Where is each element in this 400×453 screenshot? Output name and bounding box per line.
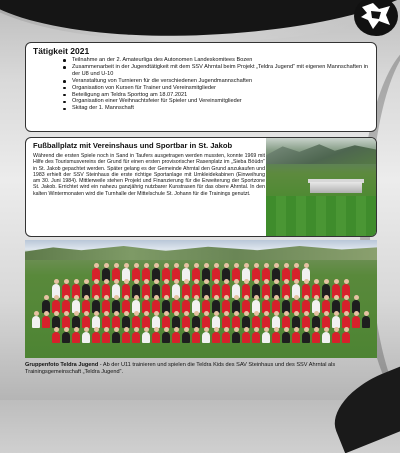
photo-caption <box>25 362 377 376</box>
team-row-lower <box>25 316 377 328</box>
player-figure <box>122 332 130 343</box>
caption-text: - Ab der U11 trainieren und spielen die Teldra Kids des SAV Steinhaus und des SSV Ahrntal als Trainingsgemeinschaft „Teldra Jugend“. <box>25 362 336 375</box>
player-figure <box>342 332 350 343</box>
player-figure <box>42 316 50 328</box>
player-figure <box>162 332 170 343</box>
player-figure <box>282 332 290 343</box>
mountain-shape <box>266 142 377 164</box>
activity-title: Tätigkeit 2021 <box>33 46 90 56</box>
player-figure <box>292 332 300 343</box>
player-figure <box>362 316 370 328</box>
player-figure <box>352 316 360 328</box>
player-figure <box>52 332 60 343</box>
list-item: Organisation von Kursen für Trainer und Vereinsmitglieder <box>72 85 372 92</box>
caption-title: Gruppenfoto Teldra Jugend <box>25 362 99 368</box>
sportplatz-title: Fußballplatz mit Vereinshaus und Sportbar in St. Jakob <box>33 141 233 150</box>
player-figure <box>272 332 280 343</box>
player-figure <box>172 332 180 343</box>
player-figure <box>92 332 100 343</box>
player-figure <box>222 332 230 343</box>
player-figure <box>72 332 80 343</box>
team-row-front <box>25 332 377 343</box>
pitch <box>266 196 377 236</box>
list-item: Teilnahme an der 2. Amateurliga des Autonomen Landeskomitees Bozen <box>72 57 372 64</box>
list-item: Zusammenarbeit in der Jugendtätigkeit mit dem SSV Ahrntal beim Projekt „Teldra Jugend“ mit eigenen Mannschaften in der U8 und U-10 <box>72 64 372 78</box>
list-item: Organisation einer Weihnachtsfeier für Spieler und Vereinsmitglieder <box>72 98 372 105</box>
player-figure <box>142 332 150 343</box>
list-item: Beteiligung am Teldra Sporttog am 18.07.2021 <box>72 92 372 99</box>
list-item: Skitag der 1. Mannschaft <box>72 105 372 112</box>
player-figure <box>62 332 70 343</box>
clubhouse <box>310 182 362 193</box>
player-figure <box>112 332 120 343</box>
player-figure <box>252 332 260 343</box>
player-figure <box>82 332 90 343</box>
team-group-photo <box>25 240 377 358</box>
player-figure <box>192 332 200 343</box>
treeline <box>25 246 377 260</box>
player-figure <box>242 332 250 343</box>
football-field-photo <box>266 138 377 236</box>
player-figure <box>302 332 310 343</box>
player-figure <box>312 332 320 343</box>
player-figure <box>232 332 240 343</box>
activity-box <box>25 42 377 132</box>
player-figure <box>152 332 160 343</box>
player-figure <box>212 332 220 343</box>
player-figure <box>202 332 210 343</box>
player-figure <box>102 332 110 343</box>
club-logo-icon <box>354 0 398 36</box>
activity-list <box>26 57 378 112</box>
player-figure <box>322 332 330 343</box>
list-item: Veranstaltung von Turnieren für die verschiedenen Jugendmannschaften <box>72 78 372 85</box>
player-figure <box>132 332 140 343</box>
player-figure <box>332 332 340 343</box>
player-figure <box>262 332 270 343</box>
player-figure <box>32 316 40 328</box>
player-figure <box>182 332 190 343</box>
sportplatz-text: Während die ersten Spiele noch in Sand in Taufers ausgetragen werden mussten, konnte 1969 mit Hilfe des Tourismusvereins der Grund für einen ersten provisorischer Rasenplatz im „Sieba Böüdn“ in St. Jakob gepachtet werden. Später gelang es der Gemeinde Ahrntal den Grund anzukaufen und 1983 erhielt der SSV Steinhaus die erste richtige Sportanlage mit Umkleidekabinen (Einweihung am 30. Juni 1984). Mittlerweile stehen Projekt und Finanzierung für die Erweiterung der Sportzone St. Jakob. Errichtet wird ein nahezu ganzjährig nutzbarer Kunstrasen für das obere Ahrntal. In den kalten Wintermonaten wird die Turnhalle der Mittelschule St. Johann für die Trainings genutzt. <box>33 153 265 197</box>
sportplatz-box <box>25 137 377 237</box>
